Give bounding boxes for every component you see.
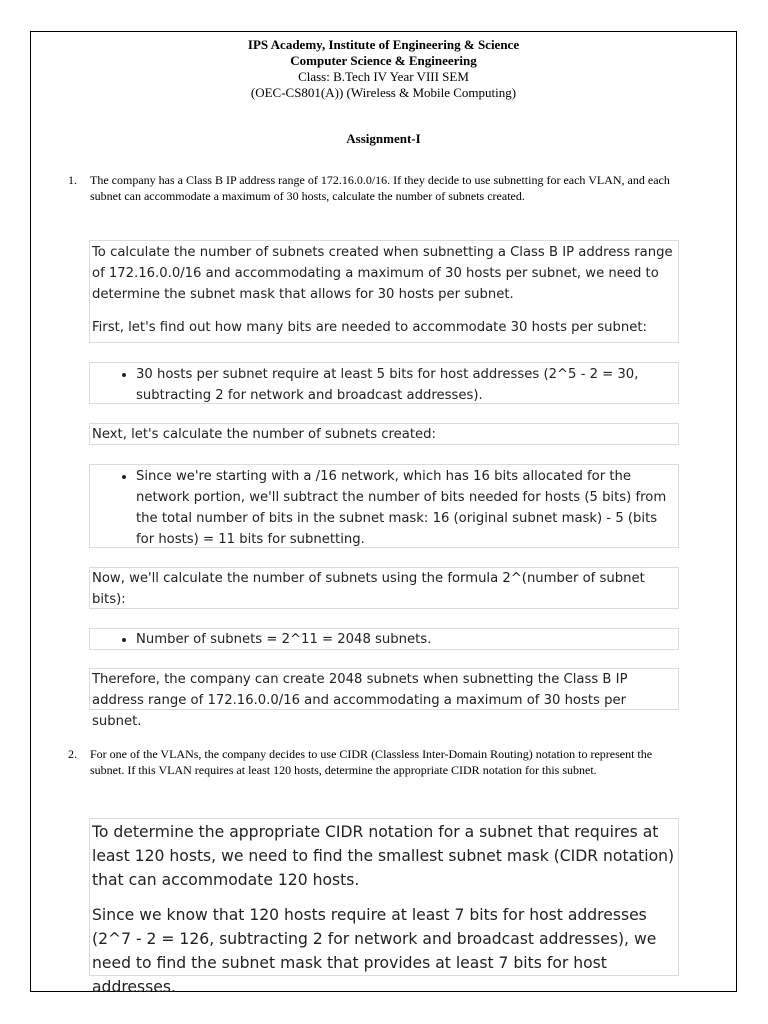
answer-paragraph: Next, let's calculate the number of subnets created: — [92, 427, 436, 442]
question-text: The company has a Class B IP address range of 172.16.0.0/16. If they decide to use subnetting for each VLAN, and each subnet can accommodate a maximum of 30 hosts, calculate the number of subnets created. — [90, 173, 670, 203]
answer-2-box — [89, 818, 679, 996]
list-item: • Since we're starting with a /16 network, which has 16 bits allocated for the network portion, we'll subtract the number of bits needed for hosts (5 bits) from the total number of bits in the subnet mask: 16 (original subnet mask) - 5 (bits for hosts) = 11 bits for subnetting. — [136, 466, 678, 550]
institute-name: IPS Academy, Institute of Engineering & Science — [247, 37, 520, 52]
answer-paragraph: Now, we'll calculate the number of subnets using the formula 2^(number of subnet bits): — [92, 571, 645, 607]
answer-paragraph: Therefore, the company can create 2048 subnets when subnetting the Class B IP address range of 172.16.0.0/16 and accommodating a maximum of 30 hosts per subnet. — [92, 672, 628, 729]
answer-1-intro-box — [89, 240, 679, 343]
list-item: • Number of subnets = 2^11 = 2048 subnets. — [136, 629, 678, 650]
document-header — [30, 37, 737, 101]
bullet-list — [90, 364, 678, 406]
department-name: Computer Science & Engineering — [290, 53, 477, 68]
answer-paragraph: To determine the appropriate CIDR notation for a subnet that requires at least 120 hosts, we need to find the smallest subnet mask (CIDR notation) that can accommodate 120 hosts. — [92, 823, 675, 889]
assignment-title: Assignment-I — [346, 131, 421, 146]
answer-paragraph: First, let's find out how many bits are needed to accommodate 30 hosts per subnet: — [92, 320, 647, 335]
class-line: Class: B.Tech IV Year VIII SEM — [298, 69, 469, 84]
answer-1-bullet-box-2 — [89, 464, 679, 548]
answer-paragraph: Since we know that 120 hosts require at least 7 bits for host addresses (2^7 - 2 = 126, subtracting 2 for network and broadcast addresses), we need to find the subnet mask that provides at least 7 bits for host addresses. — [92, 906, 657, 996]
course-line: (OEC-CS801(A)) (Wireless & Mobile Computing) — [250, 85, 517, 100]
question-number: 2. — [68, 747, 77, 761]
answer-1-bullet-box-1 — [89, 362, 679, 404]
bullet-list — [90, 629, 678, 650]
answer-1-bullet-box-3 — [89, 628, 679, 650]
answer-paragraph: To calculate the number of subnets created when subnetting a Class B IP address range of 172.16.0.0/16 and accommodating a maximum of 30 hosts per subnet, we need to determine the subnet mask that allows for 30 hosts per subnet. — [92, 245, 673, 302]
answer-1-conclusion-box — [89, 668, 679, 729]
bullet-list — [90, 466, 678, 550]
list-item: • 30 hosts per subnet require at least 5 bits for host addresses (2^5 - 2 = 30, subtracting 2 for network and broadcast addresses). — [136, 364, 678, 406]
question-text: For one of the VLANs, the company decides to use CIDR (Classless Inter-Domain Routing) notation to represent the subnet. If this VLAN requires at least 120 hosts, determine the appropriate CIDR notation for this subnet. — [90, 747, 653, 777]
question-number: 1. — [68, 173, 77, 187]
answer-1-step3-box — [89, 567, 679, 609]
answer-1-step2-box — [89, 423, 679, 445]
